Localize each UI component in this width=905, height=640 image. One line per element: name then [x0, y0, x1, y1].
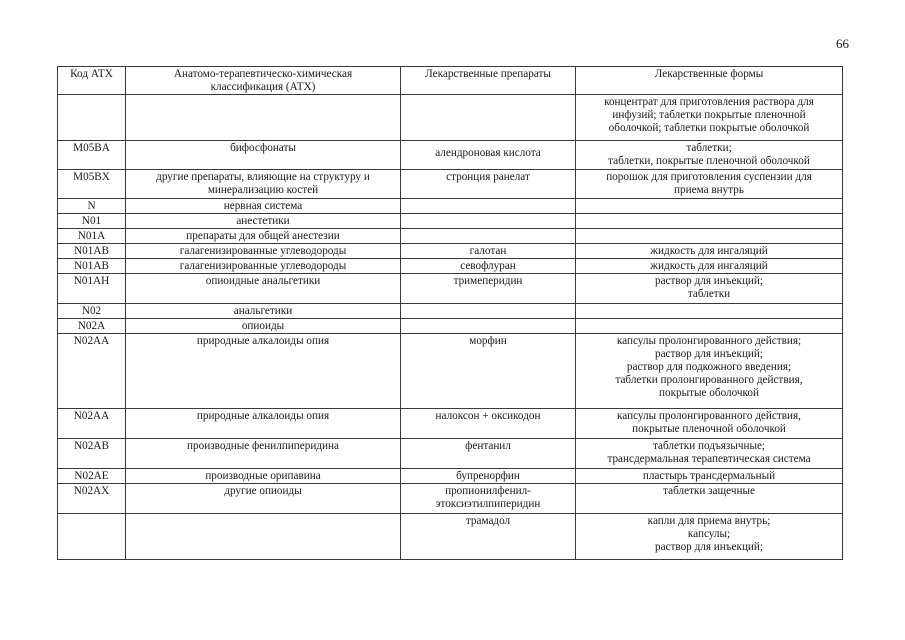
classification [126, 514, 401, 560]
atc-code: N02AE [58, 469, 126, 484]
page-number: 66 [836, 36, 849, 51]
dosage-forms [576, 229, 843, 244]
classification: галагенизированные углеводороды [126, 259, 401, 274]
drug-name: налоксон + оксикодон [401, 409, 576, 439]
atc-code: N01A [58, 229, 126, 244]
atc-code: M05BA [58, 141, 126, 170]
drug-name [401, 229, 576, 244]
classification: другие препараты, влияющие на структуру и минерализацию костей [126, 170, 401, 199]
form-line: пластырь трансдермальный [642, 470, 776, 482]
table-row [58, 214, 843, 229]
form-line: трансдермальная терапевтическая система [607, 453, 811, 465]
form-line: жидкость для ингаляций [650, 245, 768, 257]
classification: нервная система [126, 199, 401, 214]
header-atc-code: Код АТХ [58, 67, 126, 95]
classification: анальгетики [126, 304, 401, 319]
form-line: раствор для инъекций; [654, 275, 764, 287]
dosage-forms [576, 244, 843, 259]
dosage-forms [576, 439, 843, 469]
classification [126, 95, 401, 141]
classification: природные алкалоиды опия [126, 334, 401, 409]
drug-name: трамадол [401, 514, 576, 560]
table-row [58, 439, 843, 469]
table-row [58, 469, 843, 484]
form-line: инфузий; таблетки покрытые пленочной [612, 109, 806, 121]
drug-name: бупренорфин [401, 469, 576, 484]
form-line: концентрат для приготовления раствора для [604, 96, 814, 108]
dosage-forms [576, 141, 843, 170]
header-drugs: Лекарственные препараты [401, 67, 576, 95]
dosage-forms [576, 214, 843, 229]
dosage-forms [576, 409, 843, 439]
atc-code: N02AX [58, 484, 126, 514]
classification: опиоиды [126, 319, 401, 334]
drug-name [401, 319, 576, 334]
table-row [58, 409, 843, 439]
atc-code [58, 95, 126, 141]
atc-code: M05BX [58, 170, 126, 199]
dosage-forms [576, 199, 843, 214]
form-line: капсулы; [687, 528, 731, 540]
drug-name [401, 214, 576, 229]
dosage-forms [576, 304, 843, 319]
atc-code: N01AH [58, 274, 126, 304]
dosage-forms [576, 259, 843, 274]
table-row [58, 319, 843, 334]
dosage-forms [576, 469, 843, 484]
classification: опиоидные анальгетики [126, 274, 401, 304]
form-line: порошок для приготовления суспензии для [606, 171, 812, 183]
form-line: таблетки подъязычные; [652, 440, 766, 452]
atc-code: N01 [58, 214, 126, 229]
classification: бифосфонаты [126, 141, 401, 170]
header-forms: Лекарственные формы [576, 67, 843, 95]
classification: препараты для общей анестезии [126, 229, 401, 244]
table-row [58, 244, 843, 259]
form-line: таблетки, покрытые пленочной оболочкой [608, 155, 810, 167]
dosage-forms [576, 274, 843, 304]
atc-code: N01AB [58, 244, 126, 259]
classification: природные алкалоиды опия [126, 409, 401, 439]
drug-name [401, 95, 576, 141]
form-line: таблетки; [686, 142, 732, 154]
form-line: капли для приема внутрь; [647, 515, 771, 527]
classification: анестетики [126, 214, 401, 229]
form-line: покрытые оболочкой [659, 387, 759, 399]
dosage-forms [576, 514, 843, 560]
table-header-row [58, 67, 843, 95]
classification: производные орипавина [126, 469, 401, 484]
form-line: раствор для инъекций; [654, 541, 764, 553]
table-row [58, 274, 843, 304]
classification: другие опиоиды [126, 484, 401, 514]
table-row [58, 229, 843, 244]
drug-name: морфин [401, 334, 576, 409]
dosage-forms [576, 334, 843, 409]
header-classification [126, 67, 401, 95]
atc-code: N02 [58, 304, 126, 319]
atc-drug-table [57, 66, 843, 560]
classification: галагенизированные углеводороды [126, 244, 401, 259]
atc-code: N02AA [58, 334, 126, 409]
form-line: таблетки защечные [663, 485, 755, 497]
drug-name: фентанил [401, 439, 576, 469]
drug-name [401, 199, 576, 214]
dosage-forms [576, 319, 843, 334]
form-line: покрытые пленочной оболочкой [632, 423, 786, 435]
form-line: таблетки [687, 288, 731, 300]
table-row [58, 95, 843, 141]
classification: производные фенилпиперидина [126, 439, 401, 469]
atc-code: N02AB [58, 439, 126, 469]
table-row [58, 514, 843, 560]
table-row [58, 199, 843, 214]
form-line: капсулы пролонгированного действия; [616, 335, 802, 347]
atc-code [58, 514, 126, 560]
form-line: капсулы пролонгированного действия, [617, 410, 801, 422]
table-row [58, 259, 843, 274]
drug-name: севофлуран [401, 259, 576, 274]
dosage-forms [576, 170, 843, 199]
atc-code: N02A [58, 319, 126, 334]
drug-name [401, 484, 576, 514]
table-row [58, 141, 843, 170]
drug-name [401, 304, 576, 319]
drug-name-text: пропионилфенил-этоксиэтилпиперидин [435, 485, 541, 510]
dosage-forms [576, 95, 843, 141]
drug-name: галотан [401, 244, 576, 259]
atc-code: N01AB [58, 259, 126, 274]
form-line: приема внутрь [674, 184, 744, 196]
dosage-forms [576, 484, 843, 514]
atc-code: N02AA [58, 409, 126, 439]
table-row [58, 170, 843, 199]
header-classification-text: Анатомо-терапевтическо-химическая классификация (АТХ) [173, 68, 353, 93]
form-line: раствор для инъекций; [654, 348, 764, 360]
table-row [58, 304, 843, 319]
form-line: таблетки пролонгированного действия, [615, 374, 803, 386]
drug-name: стронция ранелат [401, 170, 576, 199]
table-row [58, 484, 843, 514]
drug-name: тримеперидин [401, 274, 576, 304]
form-line: жидкость для ингаляций [650, 260, 768, 272]
drug-name: алендроновая кислота [401, 141, 576, 170]
table-row [58, 334, 843, 409]
atc-code: N [58, 199, 126, 214]
form-line: оболочкой; таблетки покрытые оболочкой [608, 122, 810, 134]
form-line: раствор для подкожного введения; [626, 361, 792, 373]
